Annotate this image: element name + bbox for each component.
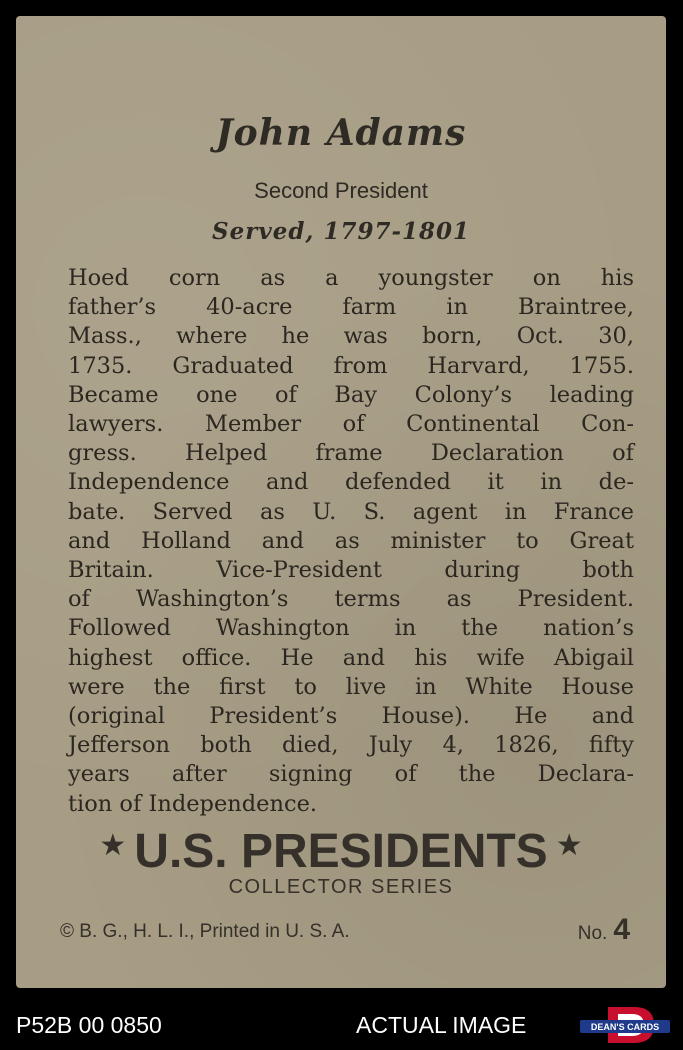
bio-line: Britain. Vice-President during both: [68, 557, 634, 584]
bio-line: (original President’s House). He and: [68, 703, 634, 730]
series-title: U.S. PRESIDENTS: [134, 825, 548, 878]
actual-image-label: ACTUAL IMAGE: [356, 1012, 527, 1038]
card-number-label: No.: [577, 923, 608, 944]
deans-cards-logo: [578, 1005, 672, 1045]
card-number: [578, 913, 630, 947]
bio-line: 1735. Graduated from Harvard, 1755.: [68, 352, 634, 379]
bio-line: gress. Helped frame Declaration of: [68, 440, 634, 467]
bio-line: bate. Served as U. S. agent in France: [68, 498, 634, 525]
bio-line: were the first to live in White House: [68, 673, 634, 700]
bio-line: years after signing of the Declara-: [68, 761, 634, 788]
bio-line: father’s 40-acre farm in Braintree,: [68, 294, 634, 321]
president-name: John Adams: [215, 112, 467, 154]
served-years: Served, 1797-1801: [211, 218, 471, 245]
inventory-code: P52B 00 0850: [16, 1012, 162, 1038]
president-ordinal: Second President: [254, 178, 428, 203]
bio-line: of Washington’s terms as President.: [68, 586, 634, 613]
bio-line: Mass., where he was born, Oct. 30,: [68, 323, 634, 350]
star-icon: ★: [99, 828, 127, 863]
logo-text: DEAN'S CARDS: [590, 1022, 660, 1032]
collector-series-label: COLLECTOR SERIES: [228, 876, 454, 898]
copyright-line: © B. G., H. L. I., Printed in U. S. A.: [60, 921, 350, 942]
star-icon: ★: [555, 828, 583, 863]
bio-line: Became one of Bay Colony’s leading: [68, 381, 634, 408]
bio-line: Jefferson both died, July 4, 1826, fifty: [68, 732, 634, 759]
bio-line: highest office. He and his wife Abigail: [68, 644, 634, 671]
series-banner: [16, 824, 666, 879]
bio-line: Independence and defended it in de-: [68, 469, 634, 496]
trading-card-back: [16, 16, 666, 988]
biography-text: [68, 264, 634, 819]
bio-line: lawyers. Member of Continental Con-: [68, 411, 634, 438]
bio-line: Followed Washington in the nation’s: [68, 615, 634, 642]
bio-line: Hoed corn as a youngster on his: [68, 265, 634, 291]
bio-line: and Holland and as minister to Great: [68, 527, 634, 554]
bio-line: tion of Independence.: [68, 790, 318, 817]
card-number-value: 4: [613, 913, 630, 946]
